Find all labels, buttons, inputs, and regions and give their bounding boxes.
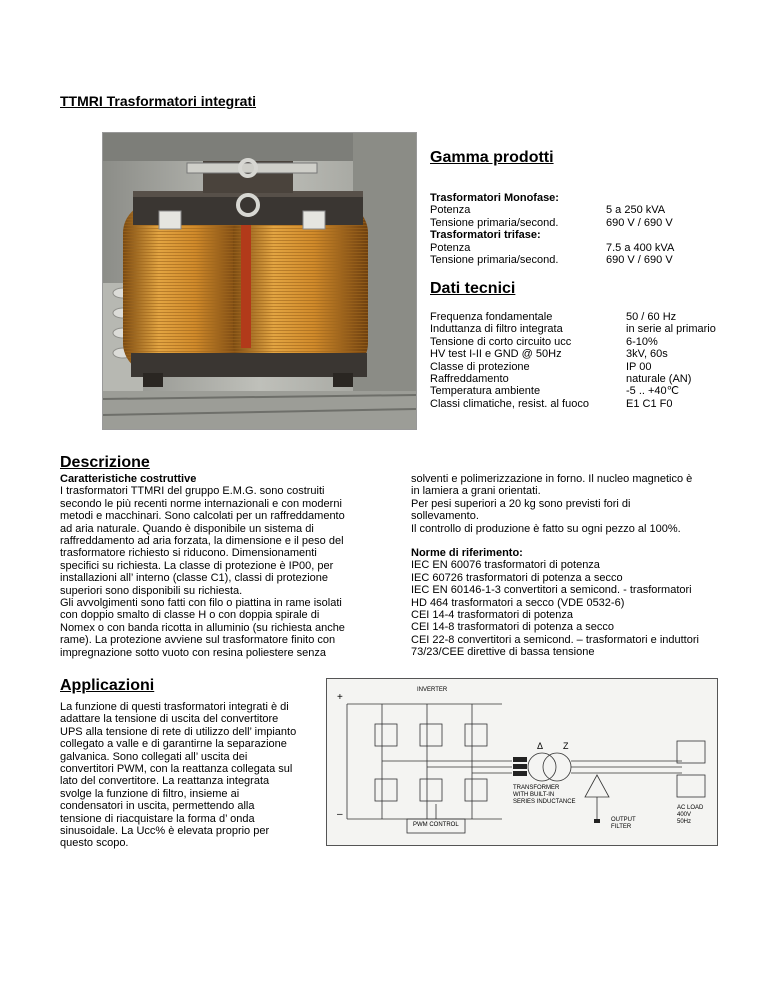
applicazioni-line: tensione di riacquistare la forma d’ onda <box>60 812 255 825</box>
inverter-label: INVERTER <box>417 687 448 693</box>
descrizione-heading: Descrizione <box>60 454 150 471</box>
descrizione-line: Per pesi superiori a 20 kg sono previsti fori di <box>411 497 631 510</box>
norme-item: IEC EN 60076 trasformatori di potenza <box>411 559 600 572</box>
delta-label: Δ <box>537 741 544 751</box>
gamma-row-label: Tensione primaria/second. <box>430 216 559 229</box>
descrizione-line: Nomex o con banda ricotta in alluminio (su richiesta anche <box>60 621 345 634</box>
applicazioni-heading: Applicazioni <box>60 677 155 694</box>
dati-row <box>430 311 750 323</box>
dati-row-value: IP 00 <box>626 360 652 373</box>
gamma-row <box>430 217 730 229</box>
dati-row <box>430 336 750 348</box>
plus-label: + <box>337 692 343 703</box>
norme-item: CEI 14-4 trasformatori di potenza <box>411 609 574 622</box>
dati-row-label: Temperatura ambiente <box>430 385 541 398</box>
descrizione-right-column <box>411 473 751 659</box>
applicazioni-line: collegato a valle e di garantirne la separazione <box>60 738 287 751</box>
dati-row <box>430 323 750 335</box>
descrizione-line: specifici su richiesta. La classe di protezione è IP00, per <box>60 559 334 572</box>
gamma-row <box>430 242 730 254</box>
gamma-table <box>430 192 730 266</box>
gamma-row <box>430 204 730 216</box>
gamma-row-value: 690 V / 690 V <box>606 216 673 229</box>
norme-heading: Norme di riferimento: <box>411 547 523 560</box>
descrizione-line: trasformatore richiesto si riducono. Dimensionamenti <box>60 547 317 560</box>
dati-row-label: Classe di protezione <box>430 360 530 373</box>
dati-row-label: Tensione di corto circuito ucc <box>430 335 572 348</box>
descrizione-subheading: Caratteristiche costruttive <box>60 473 197 485</box>
applicazioni-line: galvanica. Sono collegati all’ uscita dei <box>60 750 248 763</box>
norme-item: CEI 22-8 convertitori a semicond. – trasformatori e induttori <box>411 633 699 646</box>
applicazioni-line: svolge la funzione di filtro, insieme ai <box>60 787 240 800</box>
applicazioni-text <box>60 701 320 850</box>
dati-row-value: in serie al primario <box>626 323 716 336</box>
descrizione-line: ad aria naturale. Quando è disponibile un sistema di <box>60 522 314 535</box>
descrizione-line: solventi e polimerizzazione in forno. Il nucleo magnetico è <box>411 473 693 485</box>
transformer-photo <box>102 132 417 430</box>
applicazioni-line: convertitori PWM, con la reattanza collegata sul <box>60 763 293 776</box>
gamma-row-value: 7.5 a 400 kVA <box>606 241 675 254</box>
gamma-row-label: Potenza <box>430 204 471 217</box>
dati-row <box>430 361 750 373</box>
applicazioni-line: condensatori in uscita, permettendo alla <box>60 800 255 813</box>
dati-row-label: Raffreddamento <box>430 373 509 386</box>
descrizione-line: I trasformatori TTMRI del gruppo E.M.G. sono costruiti <box>60 485 325 498</box>
descrizione-left-column <box>60 473 365 659</box>
pwm-control-label: PWM CONTROL <box>413 822 459 828</box>
dati-row-value: 3kV, 60s <box>626 348 668 361</box>
gamma-row-label: Potenza <box>430 241 471 254</box>
norme-item: IEC EN 60146-1-3 convertitori a semicond. - trasformatori <box>411 584 692 597</box>
circuit-diagram-svg <box>327 679 717 845</box>
descrizione-line: installazioni all’ interno (classe C1), classi di protezione <box>60 572 328 585</box>
applicazioni-line: questo scopo. <box>60 837 129 850</box>
gamma-row-label: Tensione primaria/second. <box>430 254 559 267</box>
gamma-heading: Gamma prodotti <box>430 149 554 166</box>
applicazioni-line: lato del convertitore. La reattanza integrata <box>60 775 270 788</box>
minus-label: – <box>337 809 343 820</box>
transformer-illustration <box>103 133 416 429</box>
dati-row-label: Classi climatiche, resist. al fuoco <box>430 397 589 410</box>
applicazioni-line: La funzione di questi trasformatori integrati è di <box>60 701 289 713</box>
dati-row <box>430 385 750 397</box>
applicazioni-line: adattare la tensione di uscita del convertitore <box>60 713 279 726</box>
dati-heading: Dati tecnici <box>430 280 516 297</box>
gamma-row <box>430 192 730 204</box>
dati-table <box>430 311 750 410</box>
descrizione-line: superiori sono disponibili su richiesta. <box>60 584 243 597</box>
norme-item: CEI 14-8 trasformatori di potenza a secco <box>411 621 614 634</box>
dati-row <box>430 348 750 360</box>
applicazioni-line: sinusoidale. La Ucc% è elevata proprio per <box>60 825 270 838</box>
document-title: TTMRI Trasformatori integrati <box>60 93 257 109</box>
transformer-label: TRANSFORMER WITH BUILT-IN SERIES INDUCTANCE <box>513 785 576 805</box>
dati-row <box>430 373 750 385</box>
descrizione-line: con doppio smalto di classe H o con doppia spirale di <box>60 609 320 622</box>
gamma-row-label: Trasformatori Monofase: <box>430 192 559 204</box>
dati-row-label: HV test I-II e GND @ 50Hz <box>430 348 562 361</box>
dati-row-label: Induttanza di filtro integrata <box>430 323 563 336</box>
descrizione-line: sollevamento. <box>411 510 479 523</box>
dati-row <box>430 398 750 410</box>
dati-row-value: naturale (AN) <box>626 373 692 386</box>
gamma-row-label: Trasformatori trifase: <box>430 229 541 242</box>
descrizione-line: metodi e macchinari. Sono calcolati per un raffreddamento <box>60 510 345 523</box>
norme-item: HD 464 trasformatori a secco (VDE 0532-6) <box>411 596 625 609</box>
dati-row-value: -5 .. +40℃ <box>626 385 680 398</box>
norme-item: 73/23/CEE direttive di bassa tensione <box>411 646 595 659</box>
circuit-diagram <box>326 678 718 846</box>
dati-row-value: 50 / 60 Hz <box>626 311 677 323</box>
z-label: Z <box>563 741 569 751</box>
gamma-row <box>430 254 730 266</box>
descrizione-line: in lamiera a grani orientati. <box>411 485 541 498</box>
gamma-row-value: 5 a 250 kVA <box>606 204 666 217</box>
gamma-row <box>430 229 730 241</box>
descrizione-line: impregnazione sotto vuoto con resina poliestere senza <box>60 646 326 659</box>
descrizione-line: rame). La protezione avviene sul trasformatore finito con <box>60 634 336 647</box>
dati-row-value: 6-10% <box>626 335 658 348</box>
dati-row-label: Frequenza fondamentale <box>430 311 553 323</box>
norme-item: IEC 60726 trasformatori di potenza a secco <box>411 571 623 584</box>
ac-load-label: AC LOAD 400V 50Hz <box>677 805 704 825</box>
descrizione-line: raffreddamento ad aria forzata, la dimensione e il peso del <box>60 535 344 548</box>
descrizione-line: Il controllo di produzione è fatto su ogni pezzo al 100%. <box>411 522 681 535</box>
dati-row-value: E1 C1 F0 <box>626 397 673 410</box>
output-filter-label: OUTPUT FILTER <box>611 817 636 830</box>
applicazioni-line: UPS alla tensione di rete di utilizzo dell’ impianto <box>60 725 297 738</box>
descrizione-line: Gli avvolgimenti sono fatti con filo o piattina in rame isolati <box>60 597 342 610</box>
descrizione-line: secondo le più recenti norme internazionali e con moderni <box>60 497 342 510</box>
gamma-row-value: 690 V / 690 V <box>606 254 673 267</box>
